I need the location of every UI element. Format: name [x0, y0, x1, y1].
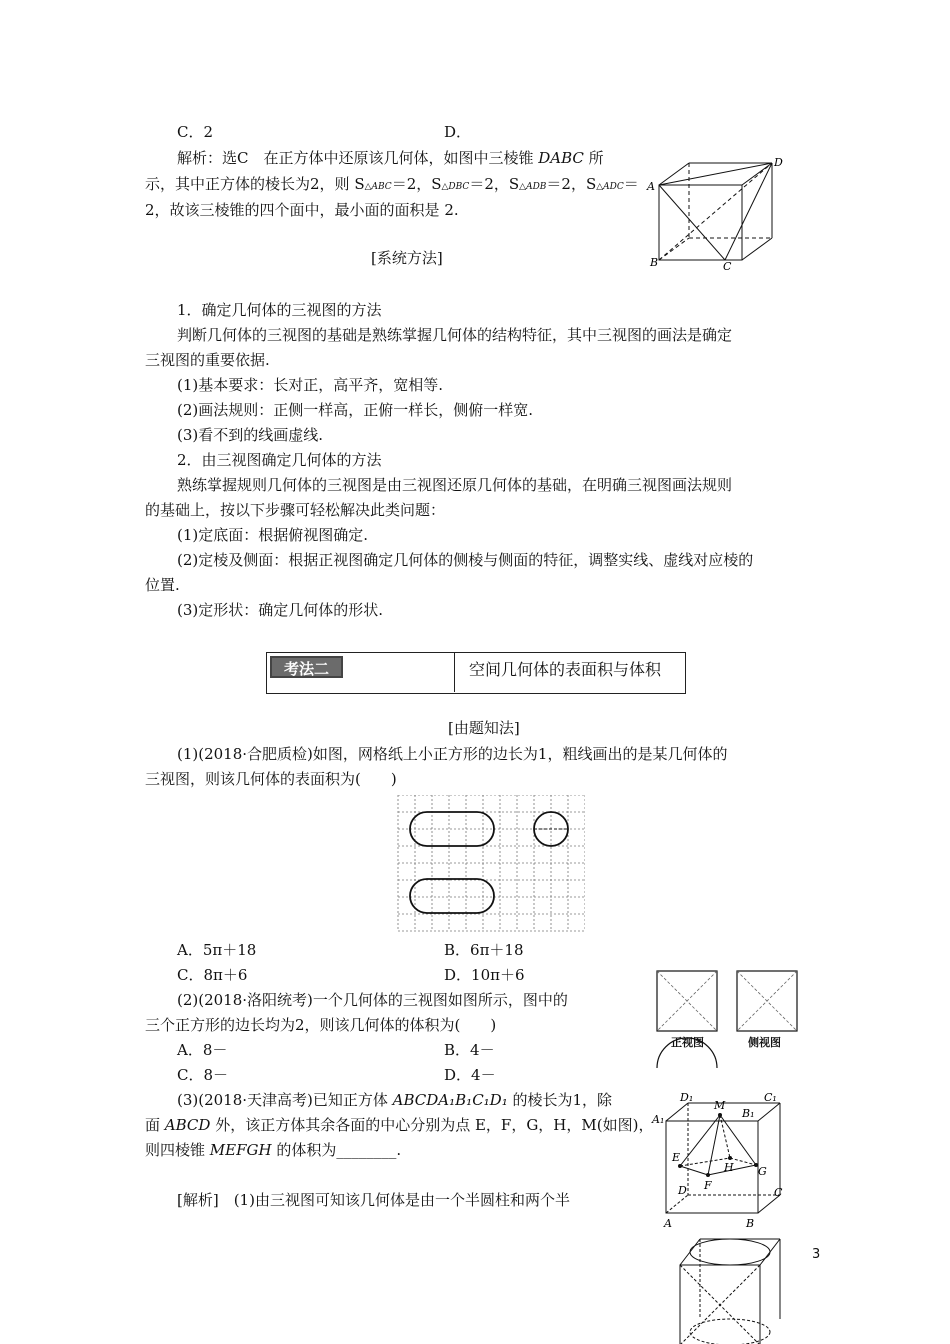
banner-label: 考法二: [270, 656, 343, 678]
cube-mefgh-figure: [650, 1093, 790, 1233]
vertex-c-label: C: [774, 1186, 783, 1199]
solution-line-1: 解析：选C 在正方体中还原该几何体，如图中三棱锥 DABC 所: [177, 149, 604, 167]
method-1-text-2: 三视图的重要依据.: [145, 351, 270, 369]
banner-divider: [454, 652, 455, 692]
q1-option-d: D．10π＋6: [444, 966, 525, 984]
q1-option-a: A．5π＋18: [177, 941, 257, 959]
vertex-b-label: B: [746, 1217, 755, 1230]
q2-option-a: A．8－: [177, 1041, 228, 1059]
page-number: 3: [812, 1247, 821, 1262]
method-1-item-1: (1)基本要求：长对正，高平齐，宽相等.: [177, 376, 444, 394]
method-2-item-2: (2)定棱及侧面：根据正视图确定几何体的侧棱与侧面的特征，调整实线、虚线对应棱的: [177, 551, 754, 569]
vertex-a-label: A: [647, 180, 655, 193]
option-c: C．2: [177, 123, 214, 141]
vertex-d-label: D: [678, 1184, 687, 1197]
q3-line-1: (3)(2018·天津高考)已知正方体 ABCDA₁B₁C₁D₁ 的棱长为1，除: [177, 1091, 613, 1109]
point-g-label: G: [758, 1165, 767, 1178]
method-2-text-1: 熟练掌握规则几何体的三视图是由三视图还原几何体的基础，在明确三视图画法规则: [177, 476, 733, 494]
side-view-label: 侧视图: [748, 1036, 781, 1049]
point-f-label: F: [704, 1179, 712, 1192]
q1-option-c: C．8π＋6: [177, 966, 248, 984]
q2-option-b: B．4－: [444, 1041, 495, 1059]
cube-pyramid-figure: [645, 150, 785, 270]
method-2-title: 2．由三视图确定几何体的方法: [177, 451, 382, 469]
point-e-label: E: [672, 1151, 681, 1164]
vertex-c1-label: C₁: [764, 1093, 777, 1104]
q1-line-2: 三视图，则该几何体的表面积为( ): [145, 770, 397, 788]
vertex-b1-label: B₁: [742, 1107, 755, 1120]
point-h-label: H: [724, 1161, 734, 1174]
method-2-item-1: (1)定底面：根据俯视图确定.: [177, 526, 369, 544]
top-view-outline: [410, 879, 494, 913]
square-views-figure: [652, 968, 802, 1083]
solution-line-2: 示，其中正方体的棱长为2，则 S△ABC＝2，S△DBC＝2，S△ADB＝2，S△ADC＝: [145, 175, 639, 193]
method-1-item-3: (3)看不到的线画虚线.: [177, 426, 324, 444]
method-2-item-3: (3)定形状：确定几何体的形状.: [177, 601, 384, 619]
method-2-text-2: 的基础上，按以下步骤可轻松解决此类问题：: [145, 501, 446, 519]
method-1-title: 1．确定几何体的三视图的方法: [177, 301, 382, 319]
vertex-d-label: D: [774, 156, 783, 169]
vertex-b-label: B: [650, 256, 659, 269]
q3-line-3: 则四棱锥 MEFGH 的体积为________.: [145, 1141, 402, 1159]
method-1-item-2: (2)画法规则：正侧一样高，正俯一样长，侧俯一样宽.: [177, 401, 534, 419]
answer-start: [解析] (1)由三视图可知该几何体是由一个半圆柱和两个半: [177, 1191, 570, 1209]
front-view-label: 正视图: [671, 1036, 704, 1049]
q3-line-2: 面 ABCD 外，该正方体其余各面的中心分别为点 E，F，G，H，M(如图)，: [145, 1116, 654, 1134]
vertex-d1-label: D₁: [680, 1093, 694, 1104]
vertex-a1-label: A₁: [652, 1113, 665, 1126]
method-2-item-2-cont: 位置.: [145, 576, 180, 594]
cube-cylinder-figure: [672, 1235, 787, 1344]
q2-line-1: (2)(2018·洛阳统考)一个几何体的三视图如图所示，图中的: [177, 991, 568, 1009]
banner-title: 空间几何体的表面积与体积: [469, 660, 662, 679]
grid-three-view-figure: [395, 795, 585, 933]
point-m-label: M: [714, 1099, 726, 1112]
vertex-c-label: C: [723, 260, 732, 270]
q1-option-b: B．6π＋18: [444, 941, 524, 959]
q2-option-c: C．8－: [177, 1066, 229, 1084]
q2-line-2: 三个正方形的边长均为2，则该几何体的体积为( ): [145, 1016, 497, 1034]
q1-line-1: (1)(2018·合肥质检)如图，网格纸上小正方形的边长为1，粗线画出的是某几何体的: [177, 745, 728, 763]
section-heading-method: [系统方法]: [371, 249, 443, 267]
vertex-a-label: A: [664, 1217, 672, 1230]
q2-option-d: D．4－: [444, 1066, 496, 1084]
solution-line-3: 2，故该三棱锥的四个面中，最小面的面积是 2.: [145, 201, 459, 219]
method-1-text-1: 判断几何体的三视图的基础是熟练掌握几何体的结构特征，其中三视图的画法是确定: [177, 326, 733, 344]
option-d: D．: [444, 123, 472, 141]
section-heading-problems: [由题知法]: [448, 719, 520, 737]
